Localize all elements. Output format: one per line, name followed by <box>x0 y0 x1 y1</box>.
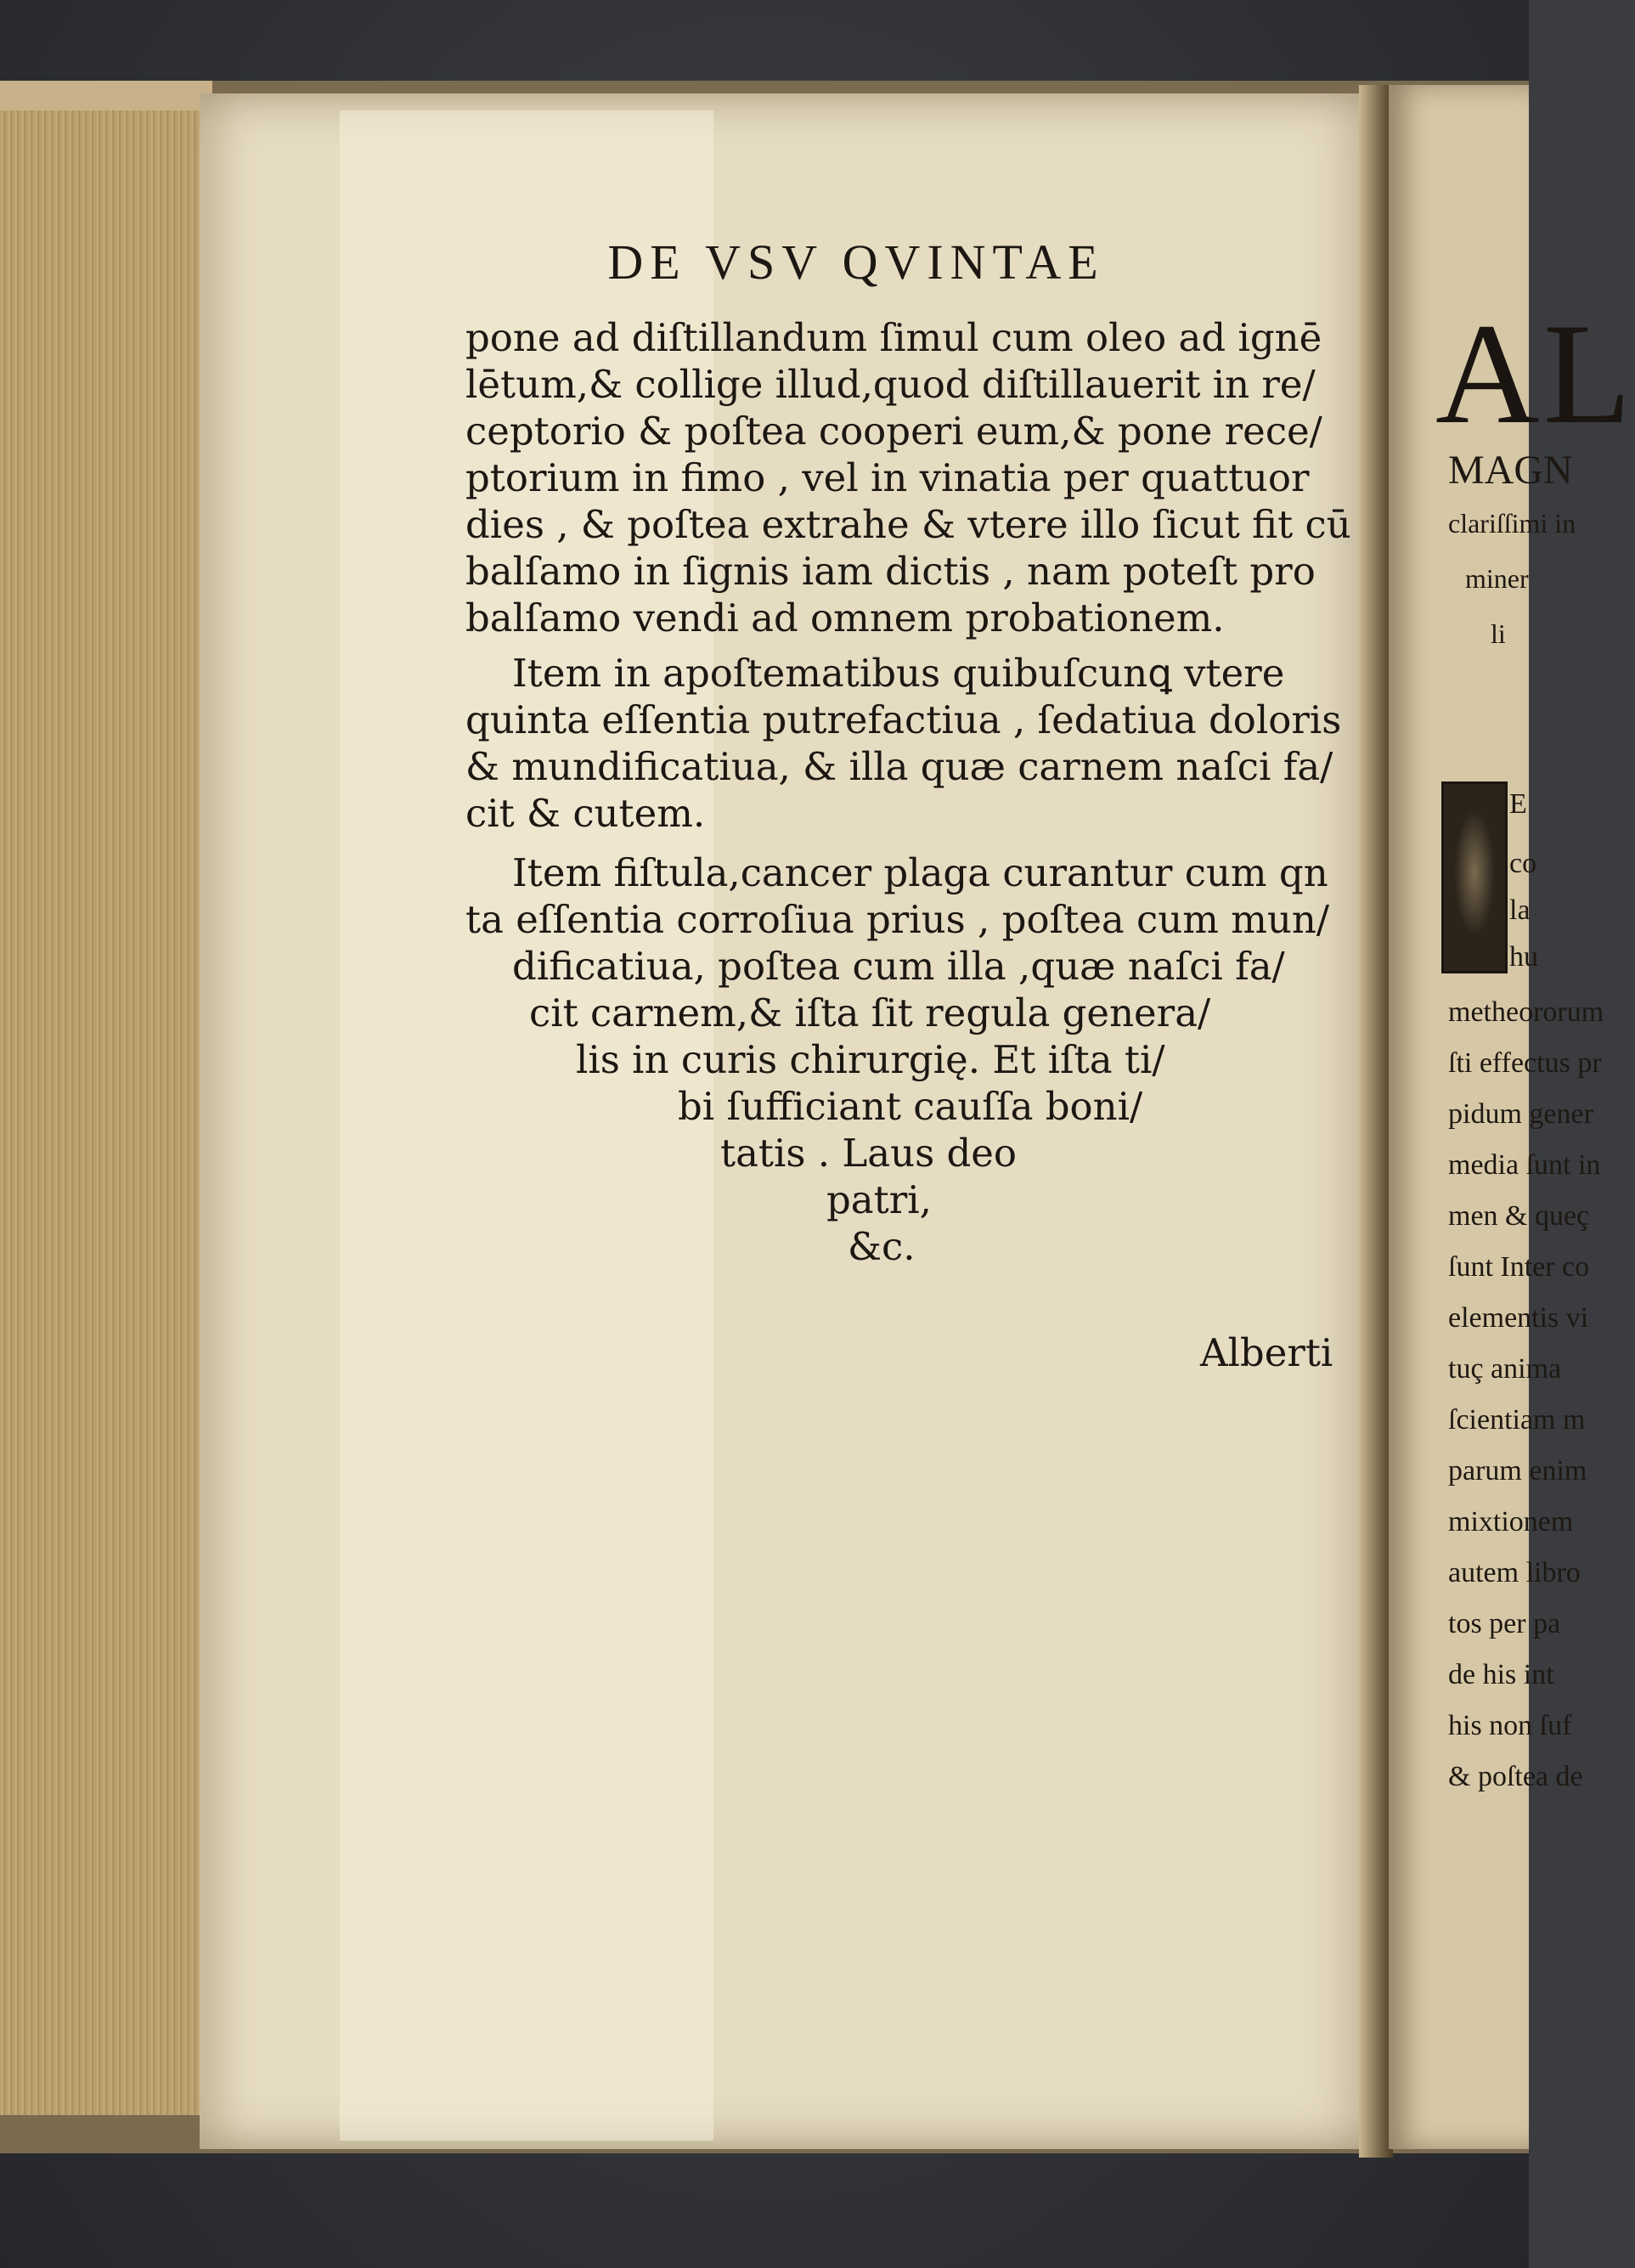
text-line: Item in apoſtematibus quibuſcunꝗ vtere <box>512 651 1285 696</box>
text-line: lis in curis chirurgię. Et iſta ti/ <box>576 1037 1165 1082</box>
facing-line: his non ſuf <box>1448 1710 1572 1741</box>
text-line: &c. <box>848 1224 916 1269</box>
text-line: pone ad diſtillandum ſimul cum oleo ad ignē <box>465 315 1322 360</box>
facing-line: mixtionem <box>1448 1506 1574 1537</box>
facing-line: hu <box>1509 941 1538 973</box>
facing-line: tos per pa <box>1448 1608 1561 1639</box>
page-block-edge <box>0 110 215 2115</box>
facing-line: elementis vi <box>1448 1302 1589 1334</box>
catchword: Alberti <box>1200 1330 1333 1375</box>
facing-line: de his int <box>1448 1659 1554 1690</box>
facing-line: miner <box>1465 563 1529 594</box>
text-line: Item fiſtula,cancer plaga curantur cum qn <box>512 850 1328 895</box>
text-line: bi ſufficiant cauſſa boni/ <box>678 1084 1143 1129</box>
facing-line: autem libro <box>1448 1557 1581 1588</box>
text-line: dificatiua, poſtea cum illa ,quæ naſci fa/ <box>512 944 1285 989</box>
facing-line: media ſunt in <box>1448 1149 1601 1181</box>
decorated-initial-ornament <box>1454 810 1495 937</box>
facing-line: clariſſimi in <box>1448 508 1576 539</box>
facing-line: pidum gener <box>1448 1098 1593 1130</box>
facing-line: tuç anima <box>1448 1353 1562 1385</box>
facing-line: la <box>1509 894 1531 926</box>
text-line: quinta eſſentia putrefactiua , ſedatiua doloris <box>465 697 1342 742</box>
text-line: lētum,& collige illud,quod diſtillauerit in re/ <box>465 362 1316 407</box>
facing-line: ſcientiam m <box>1448 1404 1586 1436</box>
text-line: cit & cutem. <box>465 791 706 836</box>
facing-line: li <box>1491 618 1506 649</box>
text-line: ta eſſentia corroſiua prius , poſtea cum mun/ <box>465 897 1330 942</box>
text-line: patri, <box>826 1177 932 1222</box>
text-line: balſamo vendi ad omnem probationem. <box>465 595 1225 640</box>
facing-subtitle: MAGN <box>1448 448 1573 493</box>
facing-title: AL <box>1435 294 1635 454</box>
text-line: cit carnem,& iſta ſit regula genera/ <box>529 990 1211 1035</box>
text-line: ptorium in fimo , vel in vinatia per quattuor <box>465 455 1310 500</box>
facing-line: parum enim <box>1448 1455 1587 1487</box>
facing-line: men & queç <box>1448 1200 1590 1232</box>
running-head: DE VSV QVINTAE <box>607 234 1105 290</box>
facing-line: E <box>1509 788 1527 820</box>
text-line: & mundificatiua, & illa quæ carnem naſci fa/ <box>465 744 1333 789</box>
text-line: tatis . Laus deo <box>720 1131 1018 1176</box>
binding-gutter <box>1359 85 1393 2158</box>
text-line: ceptorio & poſtea cooperi eum,& pone rece/ <box>465 409 1322 454</box>
facing-page <box>1389 85 1635 2149</box>
text-line: balſamo in ſignis iam dictis , nam poteſt pro <box>465 549 1316 594</box>
facing-line: co <box>1509 848 1537 879</box>
text-line: dies , & poſtea extrahe & vtere illo ſicut fit cū <box>465 502 1351 547</box>
facing-line: & poſtea de <box>1448 1761 1583 1792</box>
decorated-initial <box>1441 781 1508 973</box>
facing-line: ſti effectus pr <box>1448 1047 1602 1079</box>
facing-line: ſunt Inter co <box>1448 1251 1590 1283</box>
facing-line: metheororum <box>1448 996 1604 1028</box>
